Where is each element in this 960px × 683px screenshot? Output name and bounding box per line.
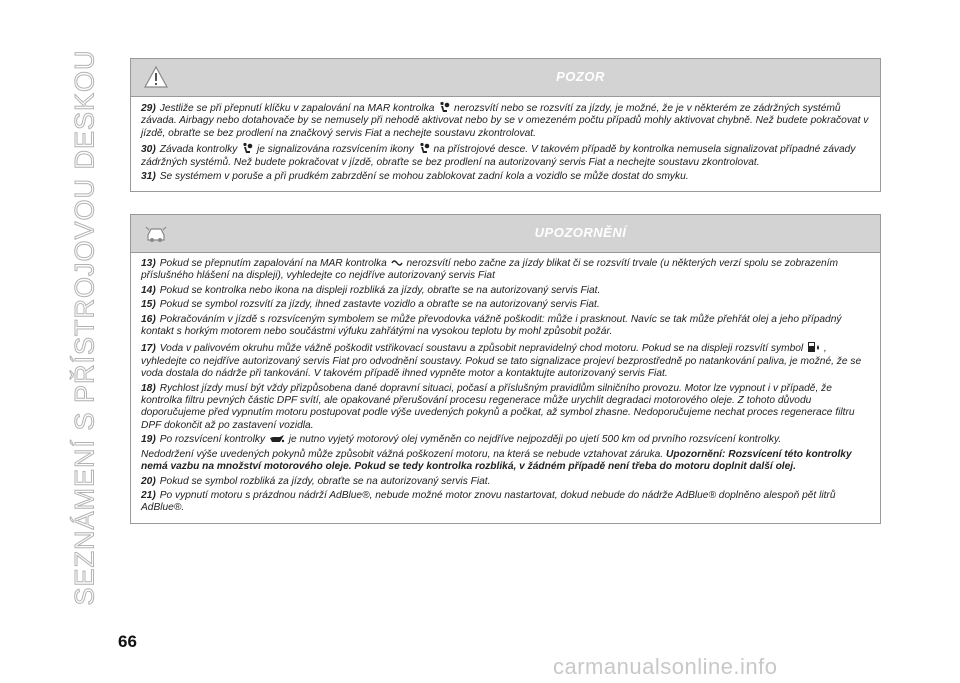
caution-note-16: 16) Pokračováním v jízdě s rozsvíceným symbolem se může převodovka vážně poškodit: může i prasknout. Navíc se tak může přehřát olej a jeho případný kontakt s horkým motorem nebo součástmi výfuku zahřátými na vysokou teplotu by mohl způsobit požár. xyxy=(141,313,842,338)
caution-note-21: 21) Po vypnutí motoru s prázdnou nádrží AdBlue®, nebude možné motor znovu nastartovat, dokud nebude do nádrže AdBlue® doplněno alespoň pět litrů AdBlue®. xyxy=(141,489,836,514)
watermark-text: carmanualsonline.info xyxy=(553,654,778,679)
caution-note-13: 13) Pokud se přepnutím zapalování na MAR kontrolka nerozsvítí nebo začne za jízdy blikat či se rozsvítí trvale (u některých verzí spolu se zobrazením příslušného hlášení na displeji), vyhledejte co nejdříve autorizovaný servis Fiat xyxy=(141,258,838,282)
caution-note-18: 18) Rychlost jízdy musí být vždy přizpůsobena dané dopravní situaci, počasí a příslušným pravidlům silničního provozu. Motor lze vypnout i v případě, že kontrolka filtru pevných částic DPF svítí, ale opakované přerušování procesu regenerace může urychlit degradaci motorového oleje. Z tohoto důvodu doporučujeme před vypnutím motoru postupovat podle výše uvedených pokynů a počkat, až symbol zhasne. Nedoporučujeme nechat proces regenerace filtru DPF dokončit až po zastavení vozidla. xyxy=(141,382,855,431)
caution-note-warranty: Nedodržení výše uvedených pokynů může způsobit vážná poškození motoru, na která se nebude vztahovat záruka. Upozornění: Rozsvícení této kontrolky nemá vazbu na množství motorového oleje. Pokud se tedy kontrolka rozbliká, v žádném případě není třeba do motoru doplnit další olej. xyxy=(141,448,852,473)
caution-note-14: 14) Pokud se kontrolka nebo ikona na displeji rozbliká za jízdy, obraťte se na autorizovaný servis Fiat. xyxy=(141,284,601,296)
caution-note-17: 17) Voda v palivovém okruhu může vážně poškodit vstřikovací soustavu a způsobit nepravidelný chod motoru. Pokud se na displeji rozsvítí symbol , vyhledejte co nejdříve autorizovaný servis Fiat pro odvodnění soustavy. Pokud se tato signalizace projeví bezprostředně po natankování paliva, je možné, že se voda dostala do nádrže při tankování. V takovém případě ihned vypněte motor a kontaktujte autorizovaný servis Fiat. xyxy=(141,340,870,380)
glow-plug-icon xyxy=(391,257,403,268)
page-number: 66 xyxy=(118,632,137,651)
caution-note-19: 19) Po rozsvícení kontrolky je nutno vyjetý motorový olej vyměněn co nejdříve nejpozději po ujetí 500 km od prvního rozsvícení kontrolky. xyxy=(141,434,782,446)
water-in-fuel-icon xyxy=(807,340,820,353)
caution-note-15: 15) Pokud se symbol rozsvítí za jízdy, ihned zastavte vozidlo a obraťte se na autorizovaný servis Fiat. xyxy=(141,299,600,311)
airbag-icon xyxy=(418,142,430,154)
caution-title: UPOZORNĚNÍ xyxy=(534,225,627,240)
warning-box xyxy=(130,58,881,192)
airbag-icon xyxy=(438,101,450,113)
airbag-icon xyxy=(241,142,253,154)
warning-header xyxy=(131,59,880,97)
warning-title: POZOR xyxy=(556,69,605,84)
oil-change-icon xyxy=(269,434,285,444)
caution-note-20: 20) Pokud se symbol rozbliká za jízdy, obraťte se na autorizovaný servis Fiat. xyxy=(141,475,491,487)
warning-note-31: 31) Se systémem v poruše a při prudkém zabrzdění se mohou zablokovat zadní kola a vozidlo se může dostat do smyku. xyxy=(141,171,689,183)
section-side-title xyxy=(62,12,108,642)
side-title-text: SEZNÁMENÍ S PŘÍSTROJOVOU DESKOU xyxy=(69,48,100,606)
warning-note-29: 29) Jestliže se při přepnutí klíčku v zapalování na MAR kontrolka nerozsvítí nebo se rozsvítí za jízdy, je možné, že je v některém ze zádržných systémů závada. Airbagy nebo dotahovače by se nemusely při nehodě aktivovat nebo by se v omezeném počtu případů mohly aktivovat chybně. Než budete pokračovat v jízdě, obraťte se bez prodlení na značkový servis Fiat a nechejte soustavu zkontrolovat. xyxy=(141,103,869,139)
warning-note-30: 30) Závada kontrolky je signalizována rozsvícením ikony na přístrojové desce. V takovém případě by kontrolka nemusela signalizovat případné závady zádržných systémů. Než budete pokračovat v jízdě, obraťte se bez prodlení na autorizovaný servis Fiat a nechejte soustavu zkontrolovat. xyxy=(141,144,856,168)
caution-header xyxy=(131,215,880,253)
caution-box xyxy=(130,214,881,524)
